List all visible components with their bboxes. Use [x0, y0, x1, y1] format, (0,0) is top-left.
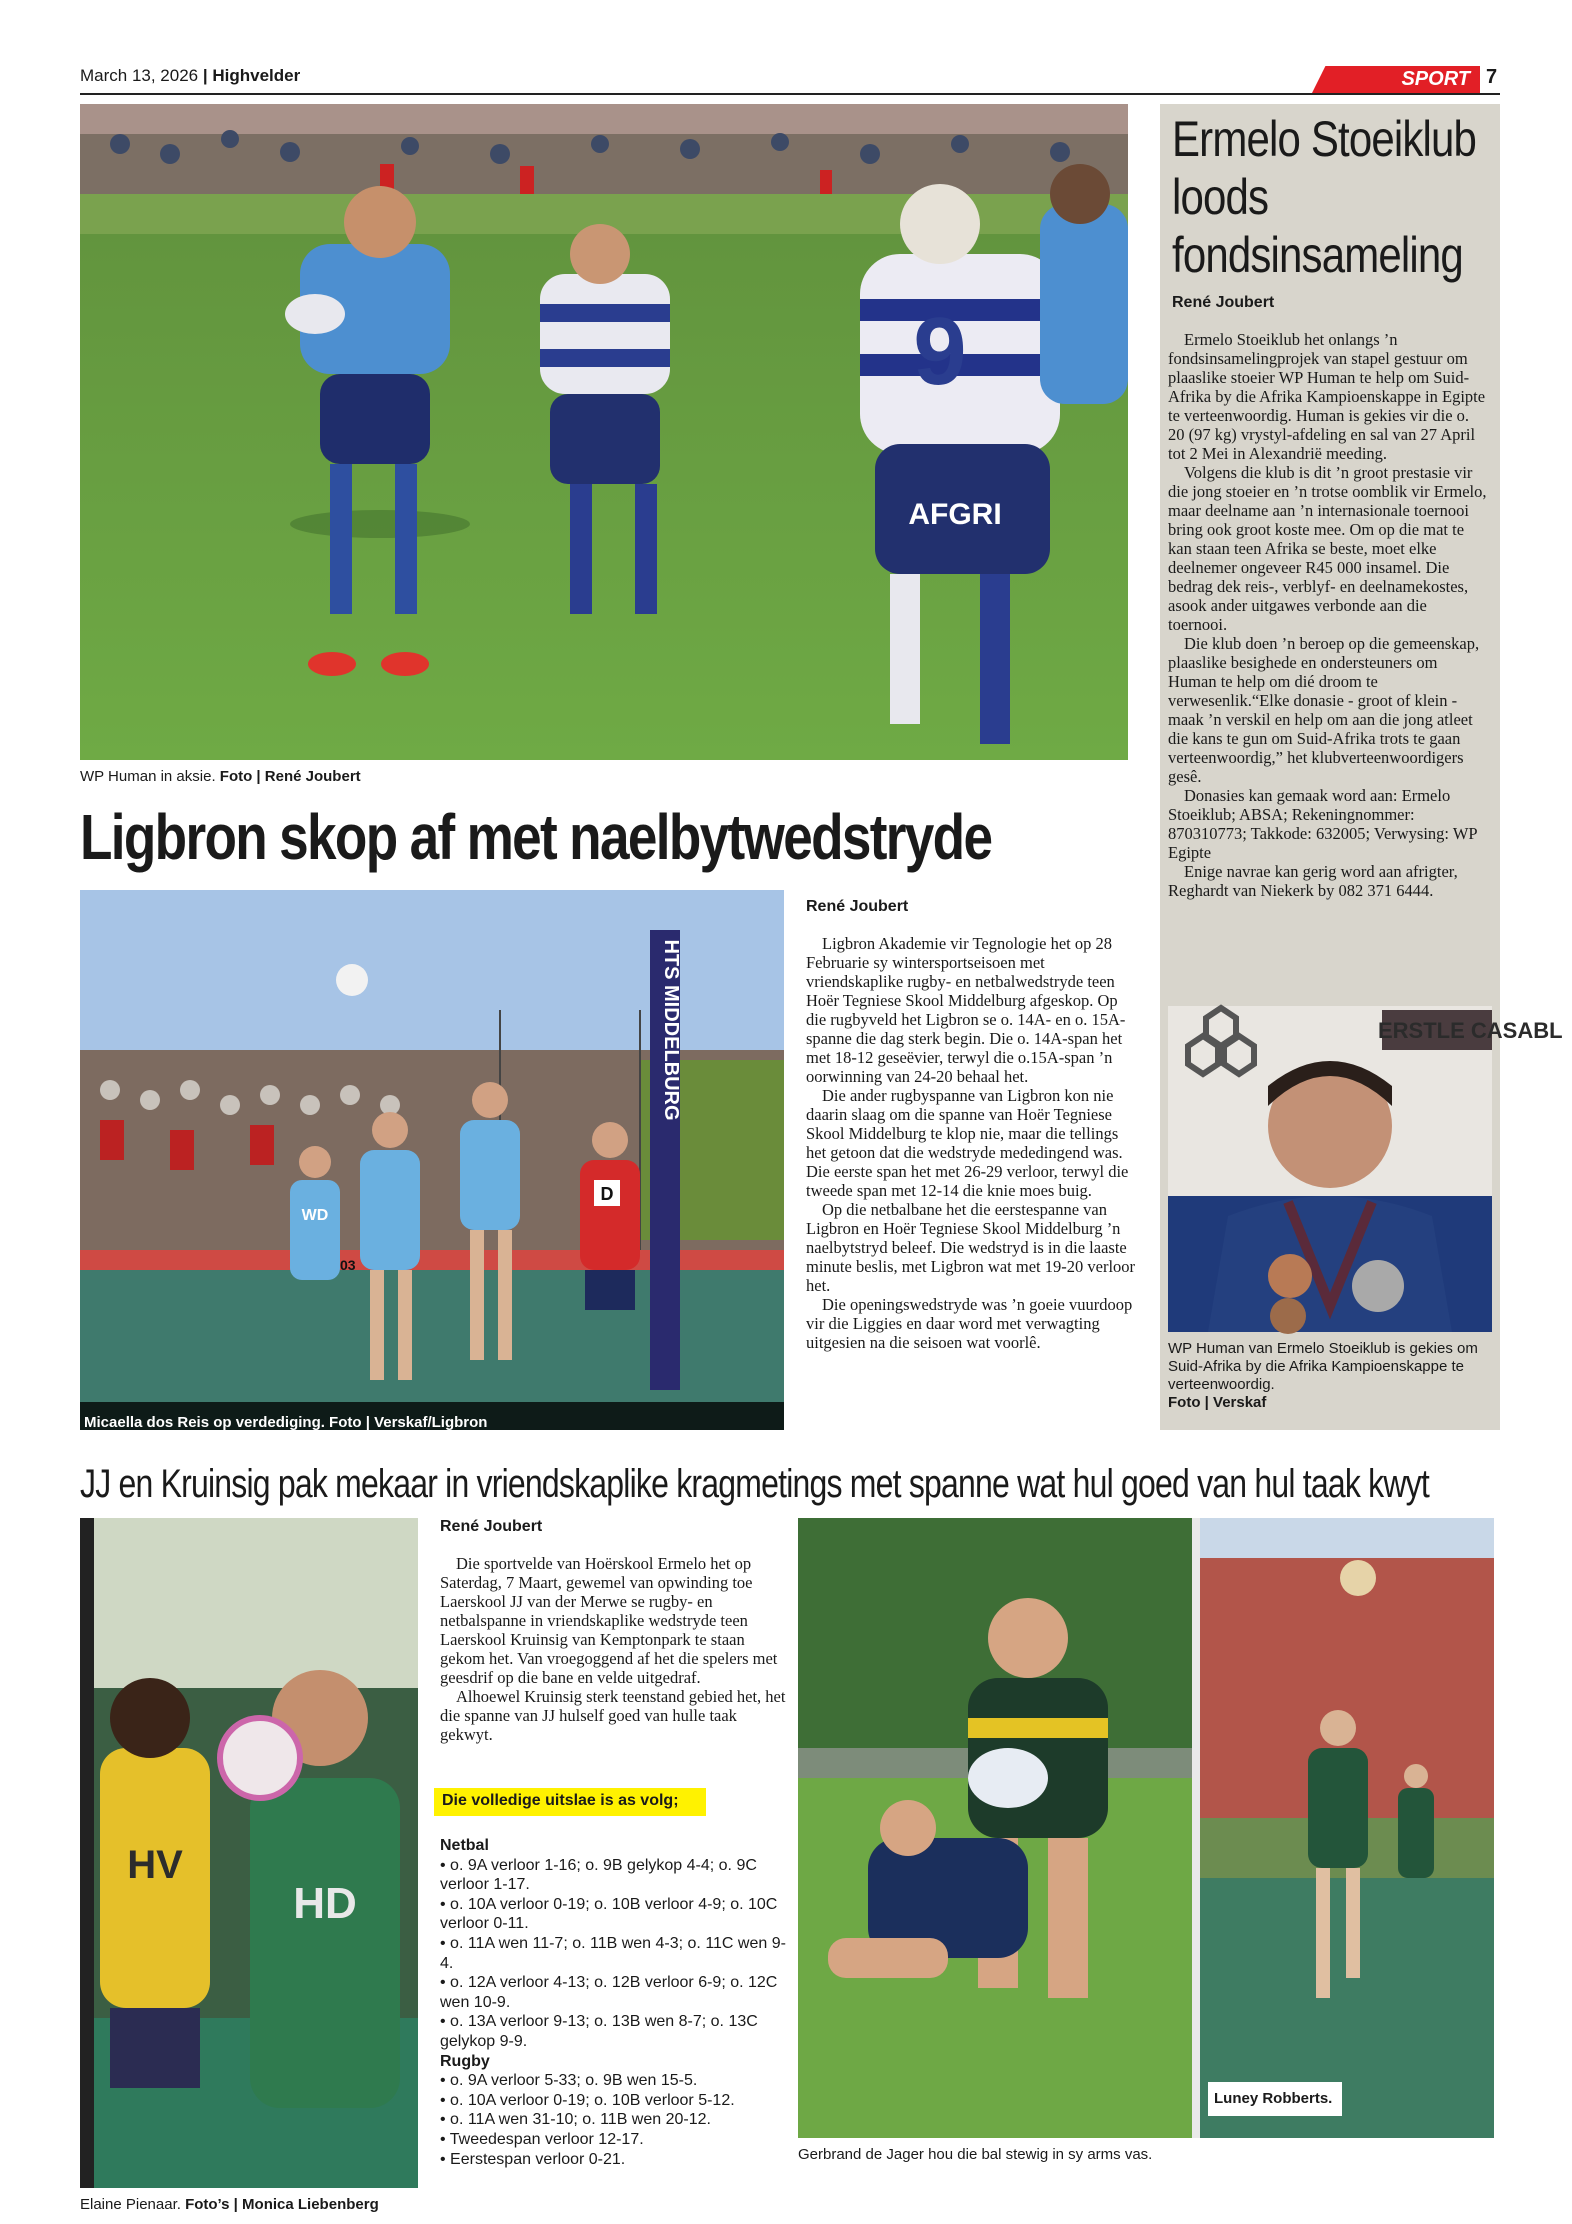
- bib-letter-d: D: [600, 1184, 614, 1204]
- article3-paragraph: Alhoewel Kruinsig sterk teenstand gebied het, het die spanne van JJ hulself goed van hulle taak gekwyt.: [440, 1687, 786, 1744]
- article3-left-credit: Foto’s | Monica Liebenberg: [185, 2196, 379, 2213]
- sidebar-body: [1168, 330, 1488, 900]
- sidebar-paragraph: Enige navrae kan gerig word aan afrigter, Reghardt van Niekerk by 082 371 6444.: [1168, 862, 1458, 900]
- photo1-caption-text: WP Human in aksie.: [80, 768, 216, 785]
- result-item: • o. 11A wen 31-10; o. 11B wen 20-12.: [440, 2111, 711, 2129]
- netball-defence-photo: [80, 890, 784, 1430]
- article2-paragraph: Ligbron Akademie vir Tegnologie het op 28 Februarie sy wintersportseisoen met vriendskaplike rugby- en netbalwedstryde teen Hoër Tegniese Skool Middelburg afgeskop. Op die rugbyveld het Ligbron se o. 14A- en o. 15A-spanne die dag sterk begin. Die o. 14A-span het met 18-12 geseëvier, terwyl die o.15A-span ’n oorwinning van 24-20 behaal het.: [806, 934, 1126, 1086]
- results-list: [440, 1836, 796, 2169]
- backdrop-sponsor-text: ERSTLE CASABL: [1378, 1018, 1563, 1043]
- photo-collage-frame: [798, 1518, 1494, 2138]
- article2-paragraph: Op die netbalbane het die eerstespanne van Ligbron en Hoër Tegniese Skool Middelburg ’n naelbytstryd beleef. Die wedstryd is in die laaste minute beslis, met Ligbron wat met 19-20 verloor het.: [806, 1200, 1136, 1295]
- luney-photo-label: Luney Robberts.: [1214, 2090, 1333, 2107]
- sidebar-photo-credit: Foto | Verskaf: [1168, 1394, 1267, 1411]
- photo1-credit: Foto | René Joubert: [219, 768, 361, 785]
- header-separator: |: [202, 66, 208, 85]
- publication-date: March 13, 2026: [80, 66, 199, 85]
- result-item: • Eerstespan verloor 0-21.: [440, 2150, 626, 2168]
- result-item: • o. 10A verloor 0-19; o. 10B verloor 5-12.: [440, 2091, 735, 2109]
- article3-headline: JJ en Kruinsig pak mekaar in vriendskaplike kragmetings met spanne wat hul goed van hul taak kwyt: [80, 1462, 1429, 1506]
- rugby-heading: Rugby: [440, 2052, 490, 2070]
- article2-headline: Ligbron skop af met naelbytwedstryde: [80, 801, 992, 873]
- article3-paragraph: Die sportvelde van Hoërskool Ermelo het op Saterdag, 7 Maart, gewemel van opwinding toe Laerskool JJ van der Merwe se rugby- en netbalspanne in vriendskaplike wedstryde teen Laerskool Kruinsig van Kemptonpark te staan gekom het. Van vroegoggend af het die spelers met geesdrif op die bane en velde uitgedraf.: [440, 1554, 778, 1687]
- result-item: • o. 9A verloor 5-33; o. 9B wen 15-5.: [440, 2072, 698, 2090]
- rugby-action-photo: [80, 104, 1128, 760]
- sidebar-paragraph: Donasies kan gemaak word aan: Ermelo Stoeiklub; ABSA; Rekeningnommer: 870310773; Takkode: 632005; Verwysing: WP Egipte: [1168, 786, 1477, 862]
- article3-left-caption-text: Elaine Pienaar.: [80, 2196, 181, 2213]
- header-dateline: [80, 66, 300, 86]
- netball-catch-photo: [80, 1518, 418, 2188]
- jersey-number-9: 9: [913, 298, 967, 405]
- sidebar-byline: René Joubert: [1172, 294, 1275, 311]
- sponsor-logo: AFGRI: [908, 498, 1002, 531]
- article3-left-caption: [80, 2196, 379, 2213]
- sidebar-photo-caption: [1168, 1340, 1492, 1412]
- header-rule: [80, 93, 1500, 95]
- result-item: • o. 10A verloor 0-19; o. 10B verloor 4-9; o. 10C verloor 0-11.: [440, 1895, 778, 1933]
- result-item: • Tweedespan verloor 12-17.: [440, 2130, 644, 2148]
- article2-paragraph: Die openingswedstryde was ’n goeie vuurdoop vir die Liggies en daar word met verwagting uitgesien na die seisoen wat voorlê.: [806, 1295, 1133, 1352]
- article2-paragraph: Die ander rugbyspanne van Ligbron kon nie daarin slaag om die spanne van Hoër Tegniese Skool Middelburg te klop nie, maar die tellings het getoon dat die wedstryde mededingend was. Die eerste span het met 26-29 verloor, terwyl die tweede span met 12-14 die knie moes buig.: [806, 1086, 1129, 1200]
- bib-number-03: 03: [340, 1257, 356, 1273]
- wrestler-portrait-photo: [1168, 1006, 1563, 1332]
- result-item: • o. 12A verloor 4-13; o. 12B verloor 6-9; o. 12C wen 10-9.: [440, 1974, 778, 2011]
- sidebar-paragraph: Volgens die klub is dit ’n groot prestasie vir die jong stoeier en ’n trotse oomblik vir Ermelo, maar deelname aan ’n internasionale toernooi bring ook groot koste mee. Om op die mat te kan staan teen Afrika se beste, moet elke deelnemer ongeveer R45 000 insamel. Die bedrag dek reis-, verblyf- en deelnamekostes, asook ander uitgawes verbonde aan die toernooi.: [1168, 463, 1487, 634]
- result-item: • o. 11A wen 11-7; o. 11B wen 4-3; o. 11C wen 9-4.: [440, 1934, 786, 1972]
- photo1-caption: [80, 768, 361, 785]
- section-label: SPORT: [1401, 68, 1470, 90]
- sidebar-paragraph: Die klub doen ’n beroep op die gemeenskap, plaaslike besighede en ondersteuners om Human te help om dié droom te verwesenlik.“Elke donasie - groot of klein - maak ’n verskil en help om aan die jong atleet die kans te gun om Suid-Afrika trots te gaan verteenwoordig,” het klubverteenwoordigers gesê.: [1168, 634, 1480, 786]
- article3-body: [440, 1554, 790, 1744]
- bib-letter-wd: WD: [301, 1207, 329, 1224]
- netbal-heading: Netbal: [440, 1837, 489, 1854]
- result-item: • o. 13A verloor 9-13; o. 13B wen 8-7; o. 13C gelykop 9-9.: [440, 2013, 758, 2050]
- article2-body: [806, 934, 1136, 1352]
- bib-hd: HD: [293, 1879, 357, 1928]
- article2-byline: René Joubert: [806, 898, 909, 915]
- result-item: • o. 9A verloor 1-16; o. 9B gelykop 4-4; o. 9C verloor 1-17.: [440, 1856, 757, 1894]
- article3-mid-caption: Gerbrand de Jager hou die bal stewig in sy arms vas.: [798, 2146, 1153, 2163]
- publication-name: Highvelder: [212, 66, 301, 85]
- results-title: Die volledige uitslae is as volg;: [442, 1792, 679, 1809]
- sidebar-headline: Ermelo Stoeiklub loods fondsinsameling: [1172, 111, 1477, 283]
- post-banner-text: HTS MIDDELBURG: [660, 939, 682, 1121]
- page-number: 7: [1486, 66, 1498, 88]
- bib-hv: HV: [127, 1843, 183, 1887]
- sidebar-photo-caption-text: WP Human van Ermelo Stoeiklub is gekies om Suid-Afrika by die Afrika Kampioenskappe te verteenwoordig.: [1168, 1340, 1478, 1393]
- article3-byline: René Joubert: [440, 1518, 543, 1535]
- sidebar-paragraph: Ermelo Stoeiklub het onlangs ’n fondsinsamelingprojek van stapel gestuur om plaaslike stoeier WP Human te help om Suid-Afrika by die Afrika Kampioenskappe in Egipte te verteenwoordig. Human is gekies vir die o. 20 (97 kg) vrystyl-afdeling en sal van 27 April tot 2 Mei in Alexandrië meeding.: [1168, 330, 1486, 463]
- article2-photo-caption: Micaella dos Reis op verdediging. Foto | Verskaf/Ligbron: [84, 1414, 488, 1431]
